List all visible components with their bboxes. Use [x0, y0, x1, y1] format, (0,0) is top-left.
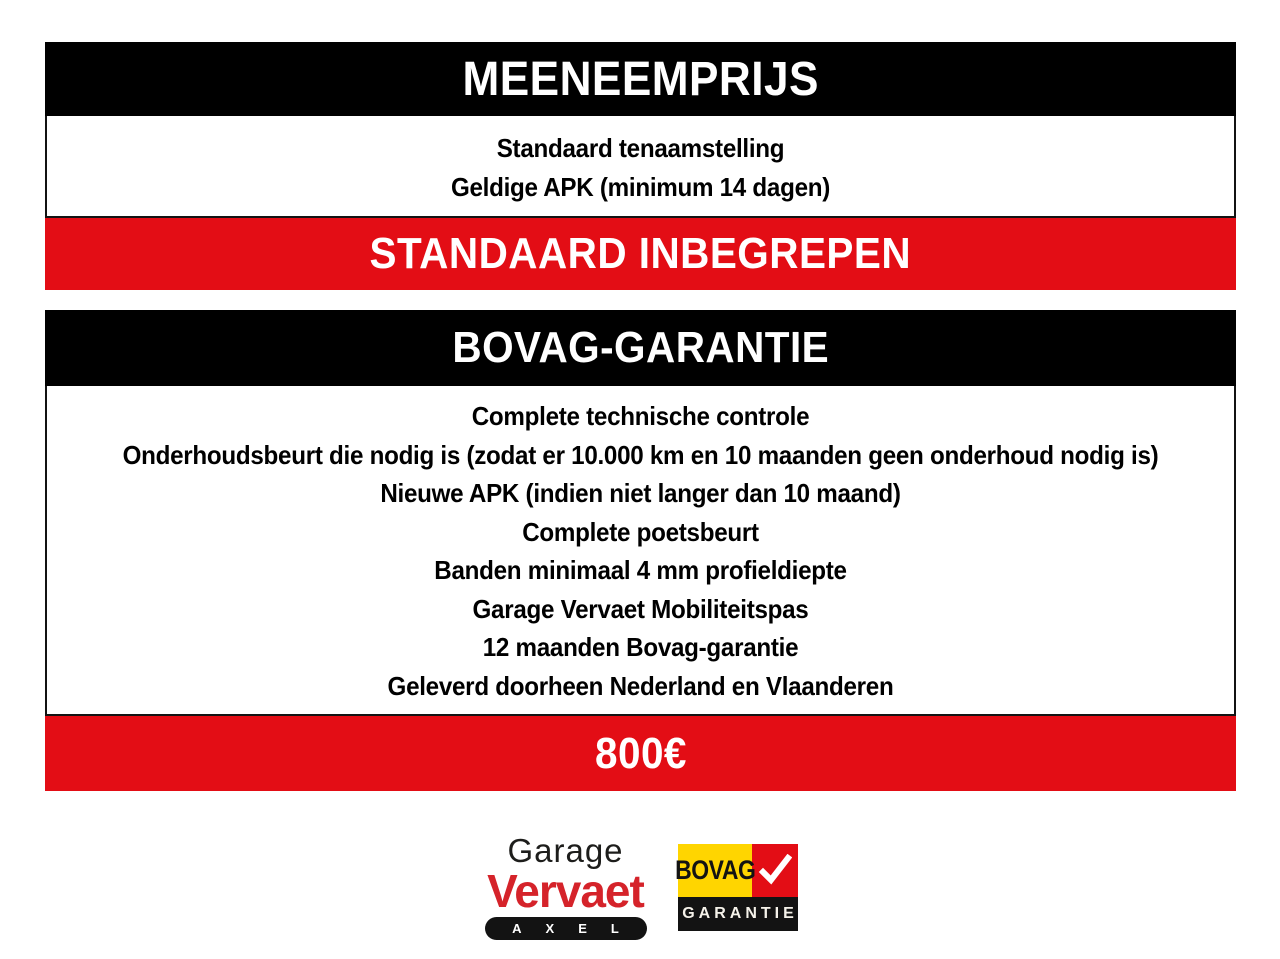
footer-logos: [45, 834, 1236, 940]
bovag-garantie-header: [45, 310, 1236, 386]
meeneemprijs-header: [45, 42, 1236, 116]
meeneemprijs-section: [45, 42, 1236, 290]
warranty-item: Onderhoudsbeurt die nodig is (zodat er 10.000 km en 10 maanden geen onderhoud nodig is): [122, 439, 1159, 470]
axel-label: AXEL: [512, 921, 643, 936]
section-divider: [45, 290, 1236, 310]
bovag-check-icon: [752, 844, 798, 897]
garage-word: Garage: [507, 832, 624, 869]
warranty-item: Geleverd doorheen Nederland en Vlaanderen: [387, 670, 894, 701]
warranty-item: 12 maanden Bovag-garantie: [482, 632, 799, 662]
standaard-inbegrepen-label: STANDAARD INBEGREPEN: [369, 229, 912, 278]
bovag-garantie-label: GARANTIE: [682, 904, 798, 922]
bovag-garantie-body: [45, 386, 1236, 716]
included-item: Standaard tenaamstelling: [496, 133, 785, 163]
price-card: [45, 42, 1236, 940]
price-label: 800€: [594, 728, 687, 778]
included-item: Geldige APK (minimum 14 dagen): [450, 171, 831, 202]
warranty-item: Garage Vervaet Mobiliteitspas: [472, 593, 809, 624]
warranty-item: Nieuwe APK (indien niet langer dan 10 maand): [380, 478, 901, 508]
bovag-garantie-title: BOVAG-GARANTIE: [452, 323, 829, 372]
axel-badge: [485, 917, 647, 940]
warranty-item: Banden minimaal 4 mm profieldiepte: [434, 555, 847, 585]
bovag-garantie-bar: [678, 897, 798, 931]
bovag-garantie-logo: [674, 844, 798, 931]
warranty-item: Complete poetsbeurt: [522, 516, 759, 547]
vervaet-word: Vervaet: [487, 865, 644, 917]
standaard-inbegrepen-banner: [45, 218, 1236, 290]
bovag-garantie-section: [45, 310, 1236, 791]
bovag-brand-label: BOVAG: [674, 854, 756, 885]
price-banner: [45, 716, 1236, 791]
warranty-item: Complete technische controle: [471, 401, 810, 431]
garage-vervaet-logo: [483, 834, 648, 940]
bovag-brand-box: [674, 844, 756, 897]
meeneemprijs-title: MEENEEMPRIJS: [462, 52, 819, 106]
meeneemprijs-body: [45, 116, 1236, 218]
